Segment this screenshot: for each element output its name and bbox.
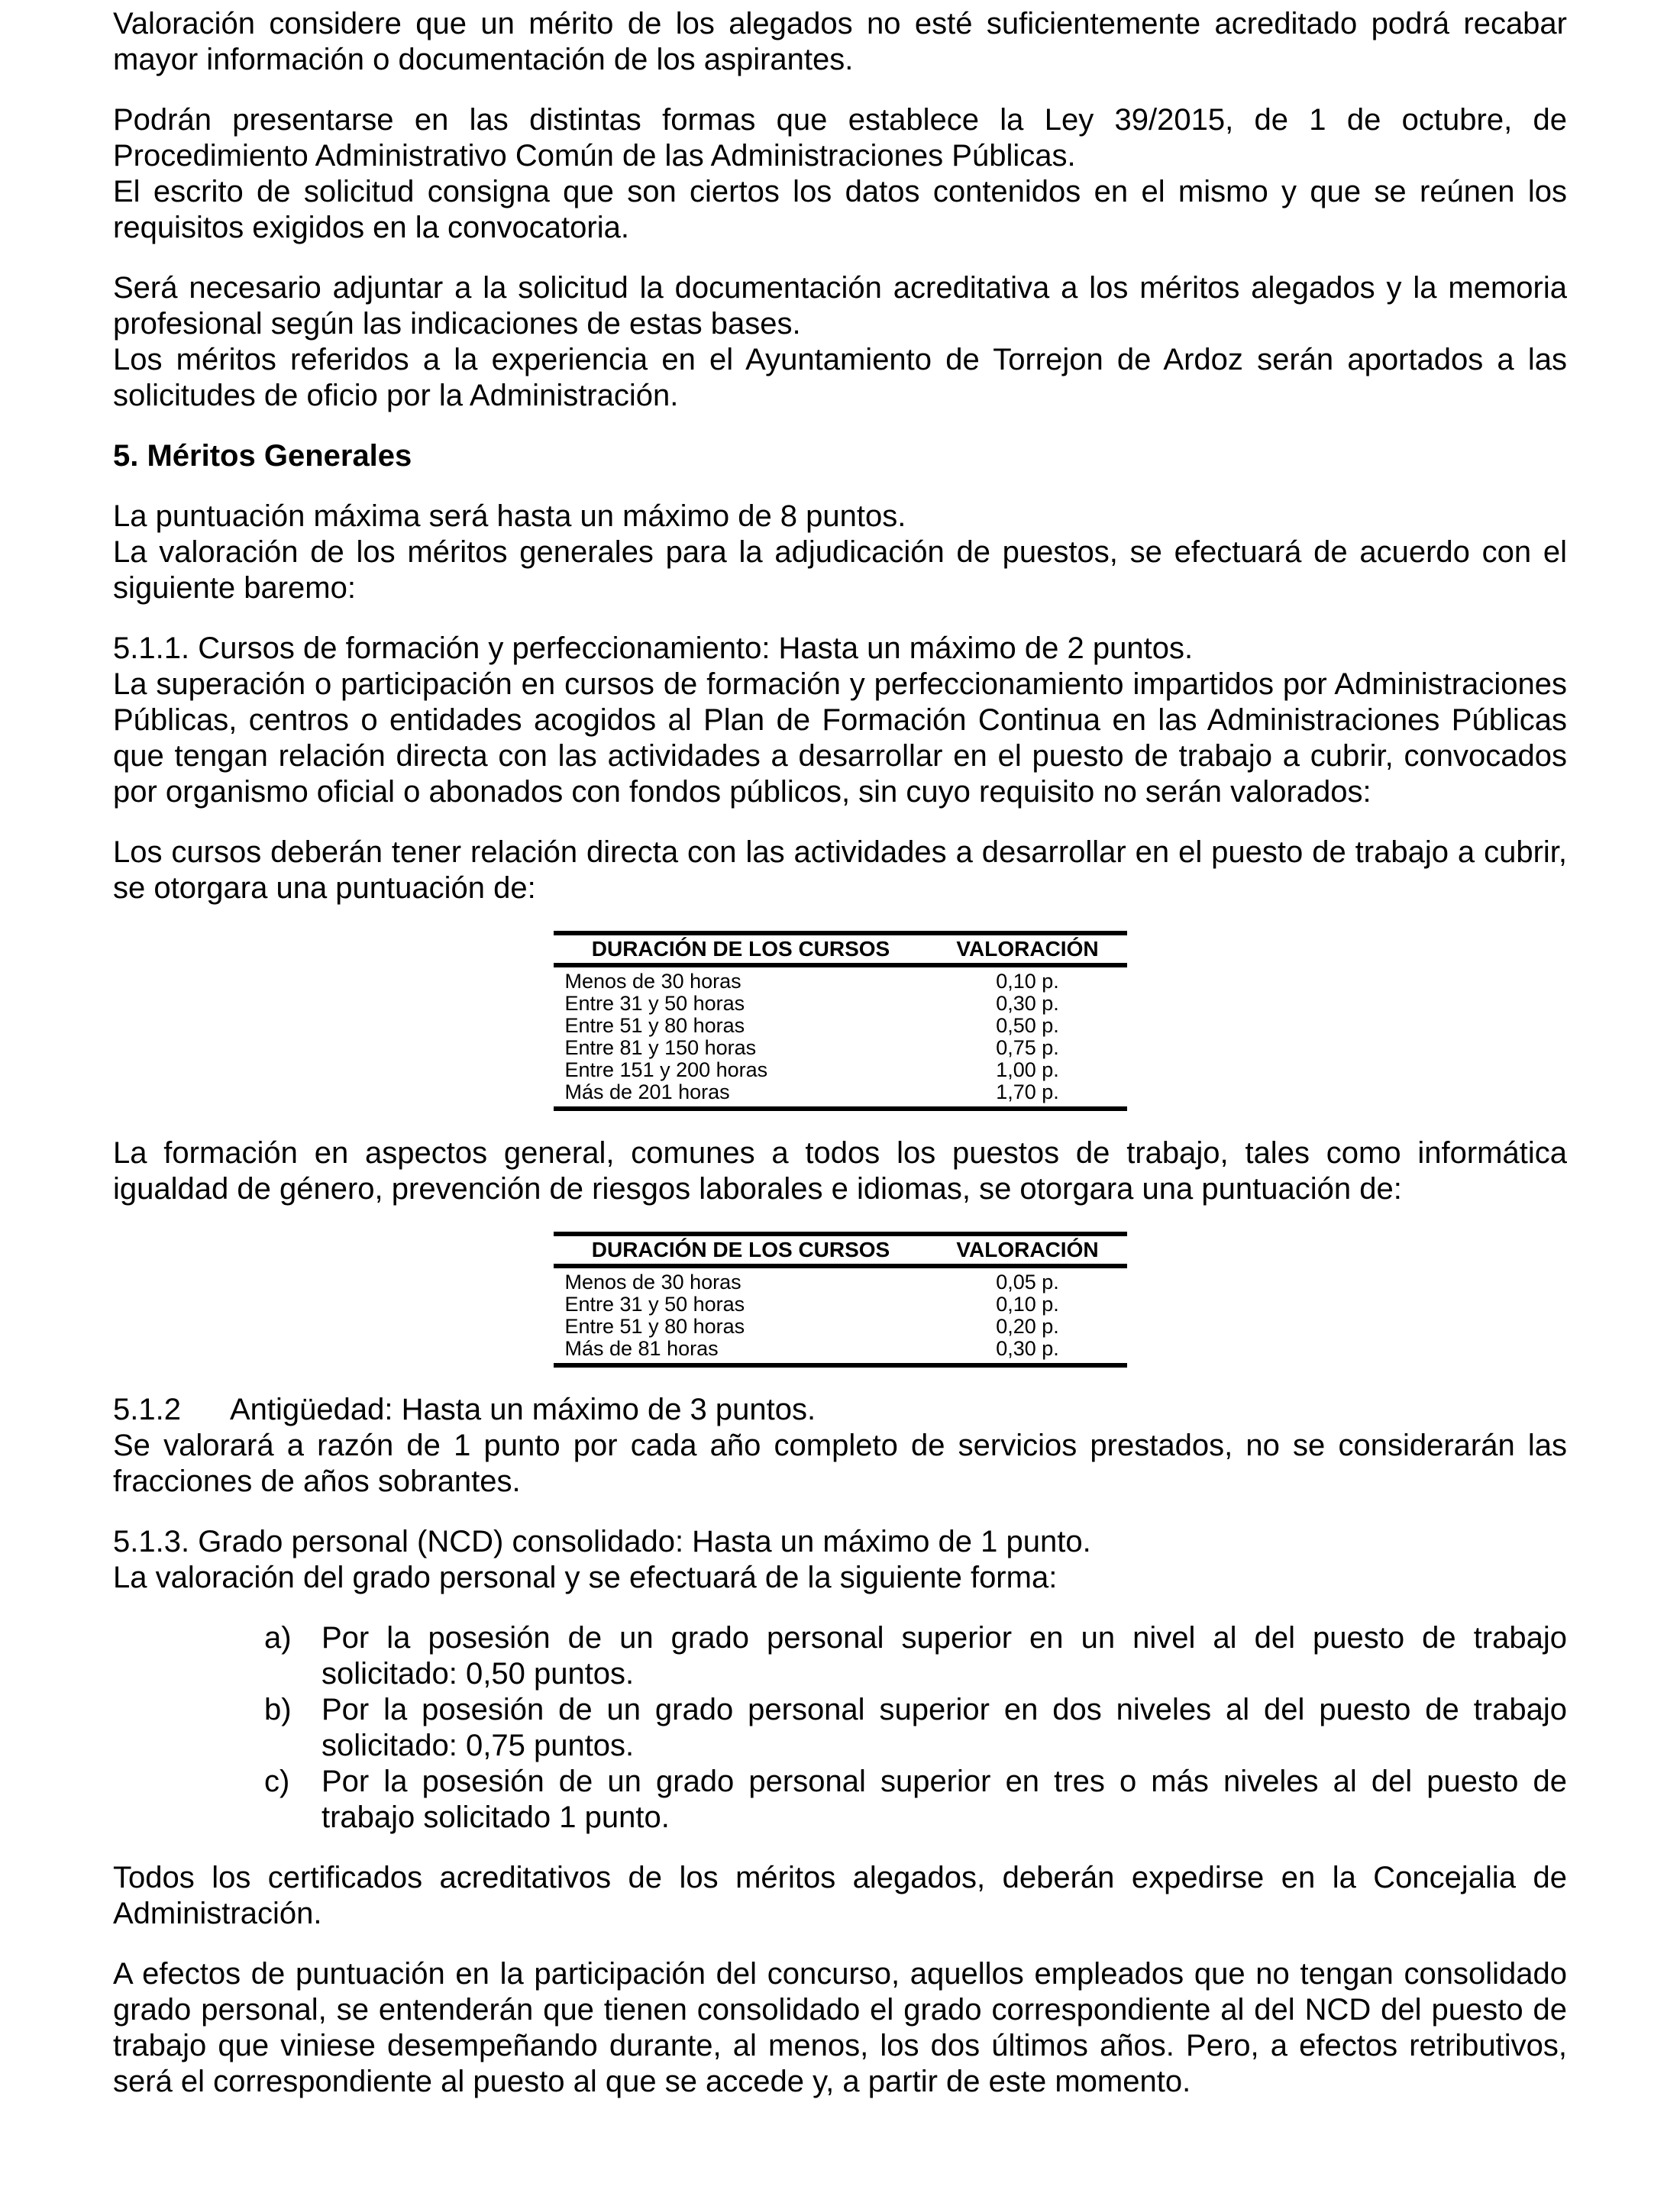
paragraph: 5.1.1. Cursos de formación y perfeccionamiento: Hasta un máximo de 2 puntos. [113,631,1194,665]
table-cell-value: 0,30 p. [996,992,1059,1015]
paragraph: Se valorará a razón de 1 punto por cada año completo de servicios prestados, no se considerarán las fracciones de años sobrantes. [113,1429,1567,1498]
list-marker: a) [264,1621,292,1655]
table-cell-value: 0,05 p. [996,1271,1059,1294]
table-cell-duration: Entre 51 y 80 horas [564,1014,745,1037]
list-marker: c) [264,1765,290,1798]
paragraph: Todos los certificados acreditativos de los méritos alegados, deberán expedirse en la Concejalia de Administración. [113,1861,1567,1930]
table-cell-duration: Entre 31 y 50 horas [564,992,745,1015]
course-duration-valuation-table-general [554,1232,1127,1368]
table-cell-value: 0,20 p. [996,1315,1059,1338]
lettered-list [113,1620,1567,1836]
list-item-text: Por la posesión de un grado personal superior en dos niveles al del puesto de trabajo solicitado: 0,75 puntos. [321,1693,1567,1762]
table-cell-value: 0,50 p. [996,1014,1059,1037]
paragraph-block-certificados [113,1860,1567,1932]
table-head [554,1234,1127,1266]
table-cell-duration: Más de 201 horas [564,1080,730,1103]
list-item-text: Por la posesión de un grado personal superior en un nivel al del puesto de trabajo solicitado: 0,50 puntos. [321,1621,1567,1691]
section-heading-meritos-generales: 5. Méritos Generales [113,439,412,473]
table-cell-duration: Entre 81 y 150 horas [564,1036,757,1059]
paragraph-block-antiguedad [113,1392,1567,1500]
list-item-c [113,1764,1567,1836]
paragraph-block-valoracion [113,6,1567,78]
list-item-a [113,1620,1567,1692]
table-row [554,1266,1127,1294]
table-cell-value: 1,70 p. [996,1080,1059,1103]
table-cell-duration: Entre 31 y 50 horas [564,1293,745,1316]
paragraph: La superación o participación en cursos de formación y perfeccionamiento impartidos por Administraciones Públicas, centros o entidades acogidos al Plan de Formación Continua en las Administraciones Públicas que tengan relación directa con las actividades a desarrollar en el puesto de trabajo a cubrir, convocados por organismo oficial o abonados con fondos públicos, sin cuyo requisito no serán valorados: [113,667,1567,809]
paragraph: Los cursos deberán tener relación directa con las actividades a desarrollar en el puesto de trabajo a cubrir, se otorgara una puntuación de: [113,835,1567,905]
paragraph: La valoración de los méritos generales para la adjudicación de puestos, se efectuará de acuerdo con el siguiente baremo: [113,535,1567,605]
table-row [554,1316,1127,1338]
table-cell-duration: Entre 151 y 200 horas [564,1058,768,1081]
paragraph: A efectos de puntuación en la participación del concurso, aquellos empleados que no tengan consolidado grado personal, se entenderán que tienen consolidado el grado correspondiente al del NCD del puesto de trabajo que viniese desempeñando durante, al menos, los dos últimos años. Pero, a efectos retributivos, será el correspondiente al puesto al que se accede y, a partir de este momento. [113,1957,1567,2098]
paragraph-block-presentacion [113,102,1567,246]
table-row [554,1338,1127,1365]
table-cell-duration: Menos de 30 horas [564,970,741,993]
table-body [554,1266,1127,1365]
list-item-text: Por la posesión de un grado personal superior en tres o más niveles al del puesto de trabajo solicitado 1 punto. [321,1765,1567,1834]
table-cell-value: 0,30 p. [996,1337,1059,1360]
table-header-row [554,933,1127,965]
table-cell-value: 0,75 p. [996,1036,1059,1059]
table-cell-duration: Menos de 30 horas [564,1271,741,1294]
paragraph-block-relacion-directa [113,835,1567,906]
paragraph-block-puntuacion-maxima [113,499,1567,606]
subsection-512-line [113,1392,1567,1428]
table-row [554,1081,1127,1109]
paragraph: Podrán presentarse en las distintas formas que establece la Ley 39/2015, de 1 de octubre, de Procedimiento Administrativo Común de las Administraciones Públicas. [113,103,1567,173]
paragraph: Valoración considere que un mérito de los alegados no esté suficientemente acreditado podrá recabar mayor información o documentación de los aspirantes. [113,7,1567,76]
paragraph: La puntuación máxima será hasta un máximo de 8 puntos. [113,499,906,533]
table-cell-value: 0,10 p. [996,1293,1059,1316]
table-header-valoracion: VALORACIÓN [929,933,1127,965]
table-row [554,993,1127,1015]
paragraph: Los méritos referidos a la experiencia en el Ayuntamiento de Torrejon de Ardoz serán aportados a las solicitudes de oficio por la Administración. [113,343,1567,412]
table-body [554,965,1127,1109]
table-cell-value: 1,00 p. [996,1058,1059,1081]
table-row [554,1059,1127,1081]
paragraph: El escrito de solicitud consigna que son ciertos los datos contenidos en el mismo y que se reúnen los requisitos exigidos en la convocatoria. [113,175,1567,244]
table-row [554,1294,1127,1316]
paragraph-block-documentacion [113,270,1567,414]
table-row [554,1037,1127,1059]
course-duration-valuation-table-specific [554,931,1127,1111]
paragraph-block-cursos-formacion [113,631,1567,810]
list-item-b [113,1692,1567,1764]
list-marker: b) [264,1693,292,1726]
subsection-title: Antigüedad: Hasta un máximo de 3 puntos. [229,1393,816,1426]
paragraph: Será necesario adjuntar a la solicitud la documentación acreditativa a los méritos alegados y la memoria profesional según las indicaciones de estas bases. [113,271,1567,341]
paragraph: La valoración del grado personal y se efectuará de la siguiente forma: [113,1561,1058,1594]
table-header-duracion: DURACIÓN DE LOS CURSOS [554,1234,929,1266]
paragraph: 5.1.3. Grado personal (NCD) consolidado: Hasta un máximo de 1 punto. [113,1525,1091,1558]
table-cell-value: 0,10 p. [996,970,1059,993]
paragraph-block-grado-personal [113,1524,1567,1596]
table-cell-duration: Entre 51 y 80 horas [564,1315,745,1338]
table-cell-duration: Más de 81 horas [564,1337,719,1360]
table-header-row [554,1234,1127,1266]
table-row [554,965,1127,993]
table-header-duracion: DURACIÓN DE LOS CURSOS [554,933,929,965]
paragraph: La formación en aspectos general, comunes a todos los puestos de trabajo, tales como informática igualdad de género, prevención de riesgos laborales e idiomas, se otorgara una puntuación de: [113,1136,1567,1206]
paragraph-block-efectos-puntuacion [113,1956,1567,2100]
subsection-number: 5.1.2 [113,1393,181,1426]
table-head [554,933,1127,965]
table-row [554,1015,1127,1037]
table-header-valoracion: VALORACIÓN [929,1234,1127,1266]
paragraph-block-formacion-general [113,1135,1567,1207]
